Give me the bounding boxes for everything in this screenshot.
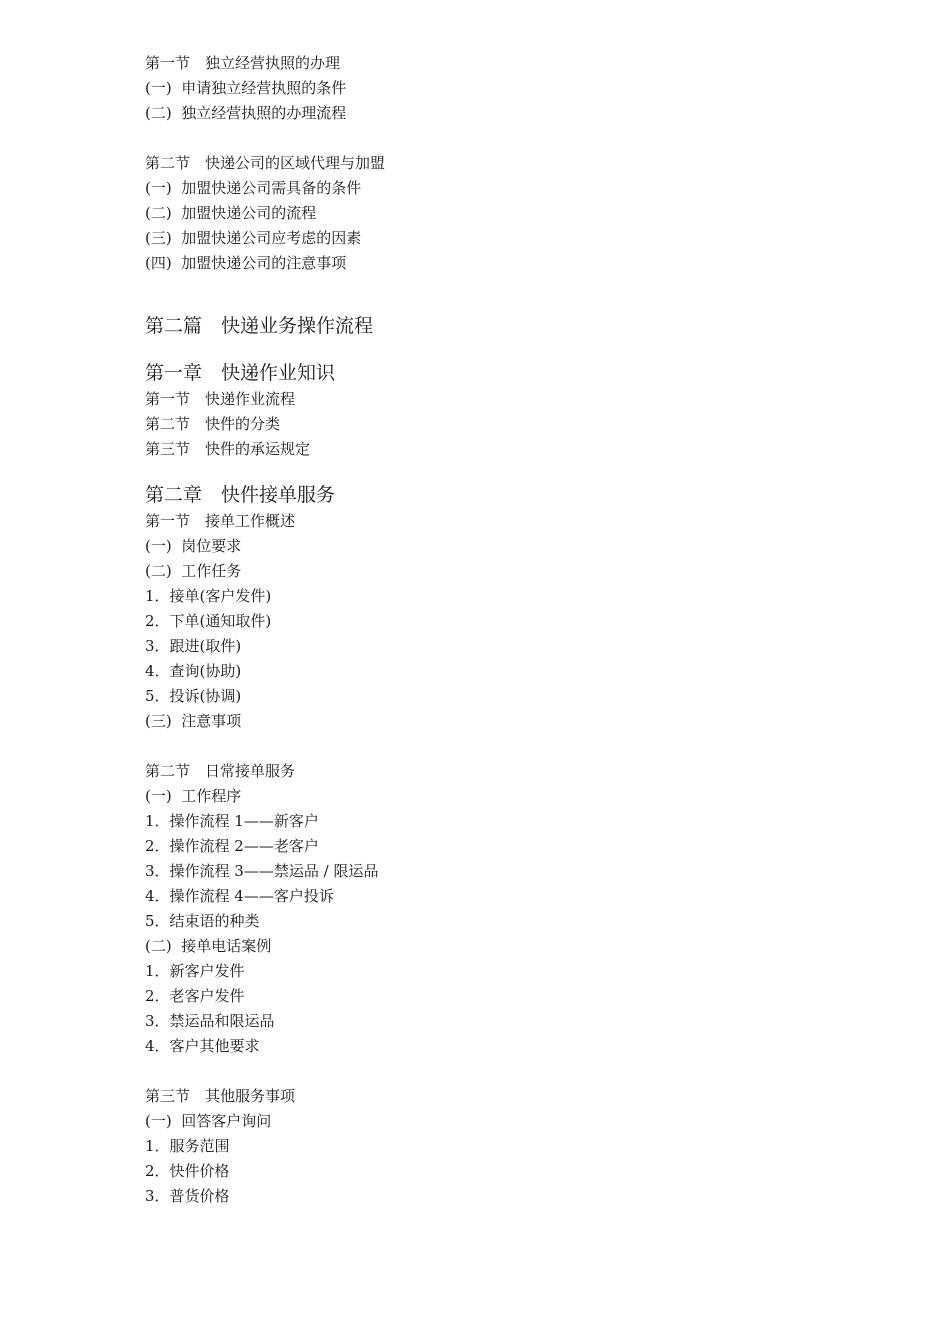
list-item: (二) 工作任务 bbox=[145, 562, 242, 580]
section-title: 第二节 快递公司的区域代理与加盟 bbox=[145, 154, 386, 172]
list-item: 3．跟进(取件) bbox=[145, 637, 242, 655]
list-item: (二) 接单电话案例 bbox=[145, 937, 272, 955]
section-title: 第二节 日常接单服务 bbox=[145, 762, 296, 780]
list-item: 5．结束语的种类 bbox=[145, 912, 260, 930]
list-item: 2．老客户发件 bbox=[145, 987, 245, 1005]
list-item: (三) 加盟快递公司应考虑的因素 bbox=[145, 229, 362, 247]
document-page bbox=[145, 51, 845, 1209]
chapter2-section2-block bbox=[145, 759, 845, 1059]
section-title: 第二节 快件的分类 bbox=[145, 415, 281, 433]
list-item: (一) 申请独立经营执照的条件 bbox=[145, 79, 347, 97]
list-item: 3．禁运品和限运品 bbox=[145, 1012, 275, 1030]
chapter-title: 第二章 快件接单服务 bbox=[145, 484, 336, 506]
section-title: 第三节 快件的承运规定 bbox=[145, 440, 311, 458]
list-item: 3．操作流程 3——禁运品 / 限运品 bbox=[145, 862, 379, 880]
spacer bbox=[145, 462, 845, 481]
list-item: (二) 加盟快递公司的流程 bbox=[145, 204, 317, 222]
list-item: 1．服务范围 bbox=[145, 1137, 230, 1155]
list-item: 2．操作流程 2——老客户 bbox=[145, 837, 319, 855]
part-title: 第二篇 快递业务操作流程 bbox=[145, 315, 374, 337]
list-item: 3．普货价格 bbox=[145, 1187, 230, 1205]
section-title: 第一节 接单工作概述 bbox=[145, 512, 296, 530]
list-item: (三) 注意事项 bbox=[145, 712, 242, 730]
section-block-franchise bbox=[145, 151, 845, 276]
spacer bbox=[145, 276, 845, 312]
chapter-title: 第一章 快递作业知识 bbox=[145, 362, 336, 384]
list-item: (一) 加盟快递公司需具备的条件 bbox=[145, 179, 362, 197]
list-item: (四) 加盟快递公司的注意事项 bbox=[145, 254, 347, 272]
section-title: 第一节 独立经营执照的办理 bbox=[145, 54, 341, 72]
list-item: (一) 岗位要求 bbox=[145, 537, 242, 555]
section-title: 第一节 快递作业流程 bbox=[145, 390, 296, 408]
section-title: 第三节 其他服务事项 bbox=[145, 1087, 296, 1105]
list-item: 1．新客户发件 bbox=[145, 962, 245, 980]
spacer bbox=[145, 1059, 845, 1084]
list-item: 2．下单(通知取件) bbox=[145, 612, 272, 630]
list-item: (一) 回答客户询问 bbox=[145, 1112, 272, 1130]
spacer bbox=[145, 734, 845, 759]
list-item: (一) 工作程序 bbox=[145, 787, 242, 805]
list-item: 1．接单(客户发件) bbox=[145, 587, 272, 605]
list-item: (二) 独立经营执照的办理流程 bbox=[145, 104, 347, 122]
list-item: 5．投诉(协调) bbox=[145, 687, 242, 705]
section-block-license bbox=[145, 51, 845, 126]
list-item: 1．操作流程 1——新客户 bbox=[145, 812, 319, 830]
list-item: 2．快件价格 bbox=[145, 1162, 230, 1180]
list-item: 4．查询(协助) bbox=[145, 662, 242, 680]
chapter1-block bbox=[145, 387, 845, 462]
spacer bbox=[145, 126, 845, 151]
list-item: 4．客户其他要求 bbox=[145, 1037, 260, 1055]
list-item: 4．操作流程 4——客户投诉 bbox=[145, 887, 334, 905]
chapter2-section3-block bbox=[145, 1084, 845, 1209]
chapter2-section1-block bbox=[145, 509, 845, 734]
